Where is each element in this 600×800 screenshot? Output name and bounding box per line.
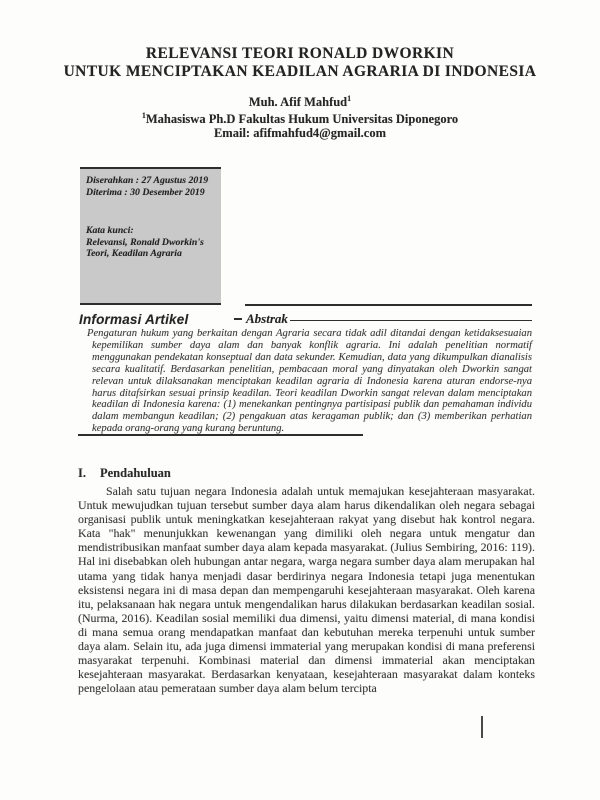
section-1-title: Pendahuluan — [100, 466, 171, 480]
section-1-number: I. — [78, 466, 86, 480]
author-email: Email: afifmahfud4@gmail.com — [213, 126, 387, 141]
abstract-trailing-rule — [290, 320, 532, 322]
article-info-header: Informasi Artikel — [79, 312, 189, 327]
body-paragraph[interactable]: Salah satu tujuan negara Indonesia adalah untuk memajukan kesejahteraan masyarakat. Untuk mewujudkan tujuan tersebut sumber daya alam harus dikendalikan oleh negara sebagai organisasi publik untuk meningkatkan kesejahteraan rakyat yang disebut hak kontrol negara. Kata "hak" menunjukkan kewenangan yang dimiliki oleh negara untuk mengatur dan mendistribusikan manfaat sumber daya alam kepada masyarakat. (Julius Sembiring, 2016: 119). Hal ini disebabkan oleh hubungan antar negara, warga negara sumber daya alam merupakan hal utama yang tidak hanya menjadi dasar berdirinya negara Indonesia tetapi juga menentukan eksistensi negara ini di masa depan dan mempengaruhi kesejahteraan masyarakat. Oleh karena itu, pelaksanaan hak negara untuk mengendalikan harus dilakukan berdasarkan keadilan sosial. (Nurma, 2016). Keadilan sosial memiliki dua dimensi, yaitu dimensi material, di mana kondisi di mana semua orang mendapatkan manfaat dan kebutuhan mereka terpenuhi untuk sumber daya alam. Selain itu, ada juga dimensi immaterial yang merupakan kondisi di mana preferensi masyarakat terpenuhi. Kombinasi material dan dimensi immaterial akan menciptakan kesejahteraan masyarakat. Berdasarkan kenyataan, kesejahteraan masyarakat dalam konteks pengelolaan atau pemerataan sumber daya alam belum tercipta — [78, 484, 535, 696]
paper-title — [0, 45, 600, 80]
author-name — [0, 92, 600, 109]
meta-box-spacer — [86, 198, 216, 225]
abstract-header: Abstrak — [246, 311, 288, 326]
abstract-text: Pengaturan hukum yang berkaitan dengan Agraria secara tidak adil ditandai dengan ketidaksesuaian kepemilikan sumber daya alam dan banyak konflik agraria. Ini adalah penelitian normatif menggunakan pendekatan konseptual dan data sekunder. Kemudian, data yang dikumpulkan dianalisis secara kualitatif. Berdasarkan penelitian, pembacaan moral yang dinyatakan oleh Dworkin sangat relevan untuk dilaksanakan menciptakan keadilan agraria di Indonesia karena aturan endorse-nya harus ditafsirkan sesuai prinsip keadilan. Teori keadilan Dworkin sangat relevan dalam menciptakan keadilan di Indonesia karena: (1) menekankan pentingnya partisipasi publik dan pemahaman individu dalam membangun keadilan; (2) pengakuan atas keragaman publik; dan (3) memberikan perhatian kepada orang-orang yang kurang beruntung. — [87, 328, 532, 435]
paper-title-line1: RELEVANSI TEORI RONALD DWORKIN — [145, 45, 455, 62]
paper-title-line2: UNTUK MENCIPTAKAN KEADILAN AGRARIA DI INDONESIA — [63, 62, 537, 80]
abstract-top-rule — [245, 304, 532, 306]
author-block — [0, 92, 600, 140]
abstract-header-row — [234, 311, 532, 327]
keywords-line1: Relevansi, Ronald Dworkin's — [86, 236, 204, 248]
keywords-label: Kata kunci: — [86, 225, 134, 236]
abstract-bottom-rule — [78, 434, 363, 436]
accepted-date: Diterima : 30 Desember 2019 — [86, 186, 205, 198]
article-meta-box — [80, 167, 221, 305]
affiliation-superscript: 1 — [141, 111, 146, 121]
abstract-leading-dash — [234, 318, 242, 320]
author-superscript: 1 — [347, 94, 352, 103]
text-cursor — [481, 716, 483, 738]
affiliation-text: Mahasiswa Ph.D Fakultas Hukum Universitas Diponegoro — [145, 112, 459, 127]
section-1-heading — [78, 466, 171, 481]
keywords-line2: Teori, Keadilan Agraria — [86, 248, 182, 259]
submitted-date: Diserahkan : 27 Agustus 2019 — [86, 175, 209, 186]
author-name-text: Muh. Afif Mahfud — [248, 95, 348, 110]
author-affiliation — [0, 109, 600, 126]
